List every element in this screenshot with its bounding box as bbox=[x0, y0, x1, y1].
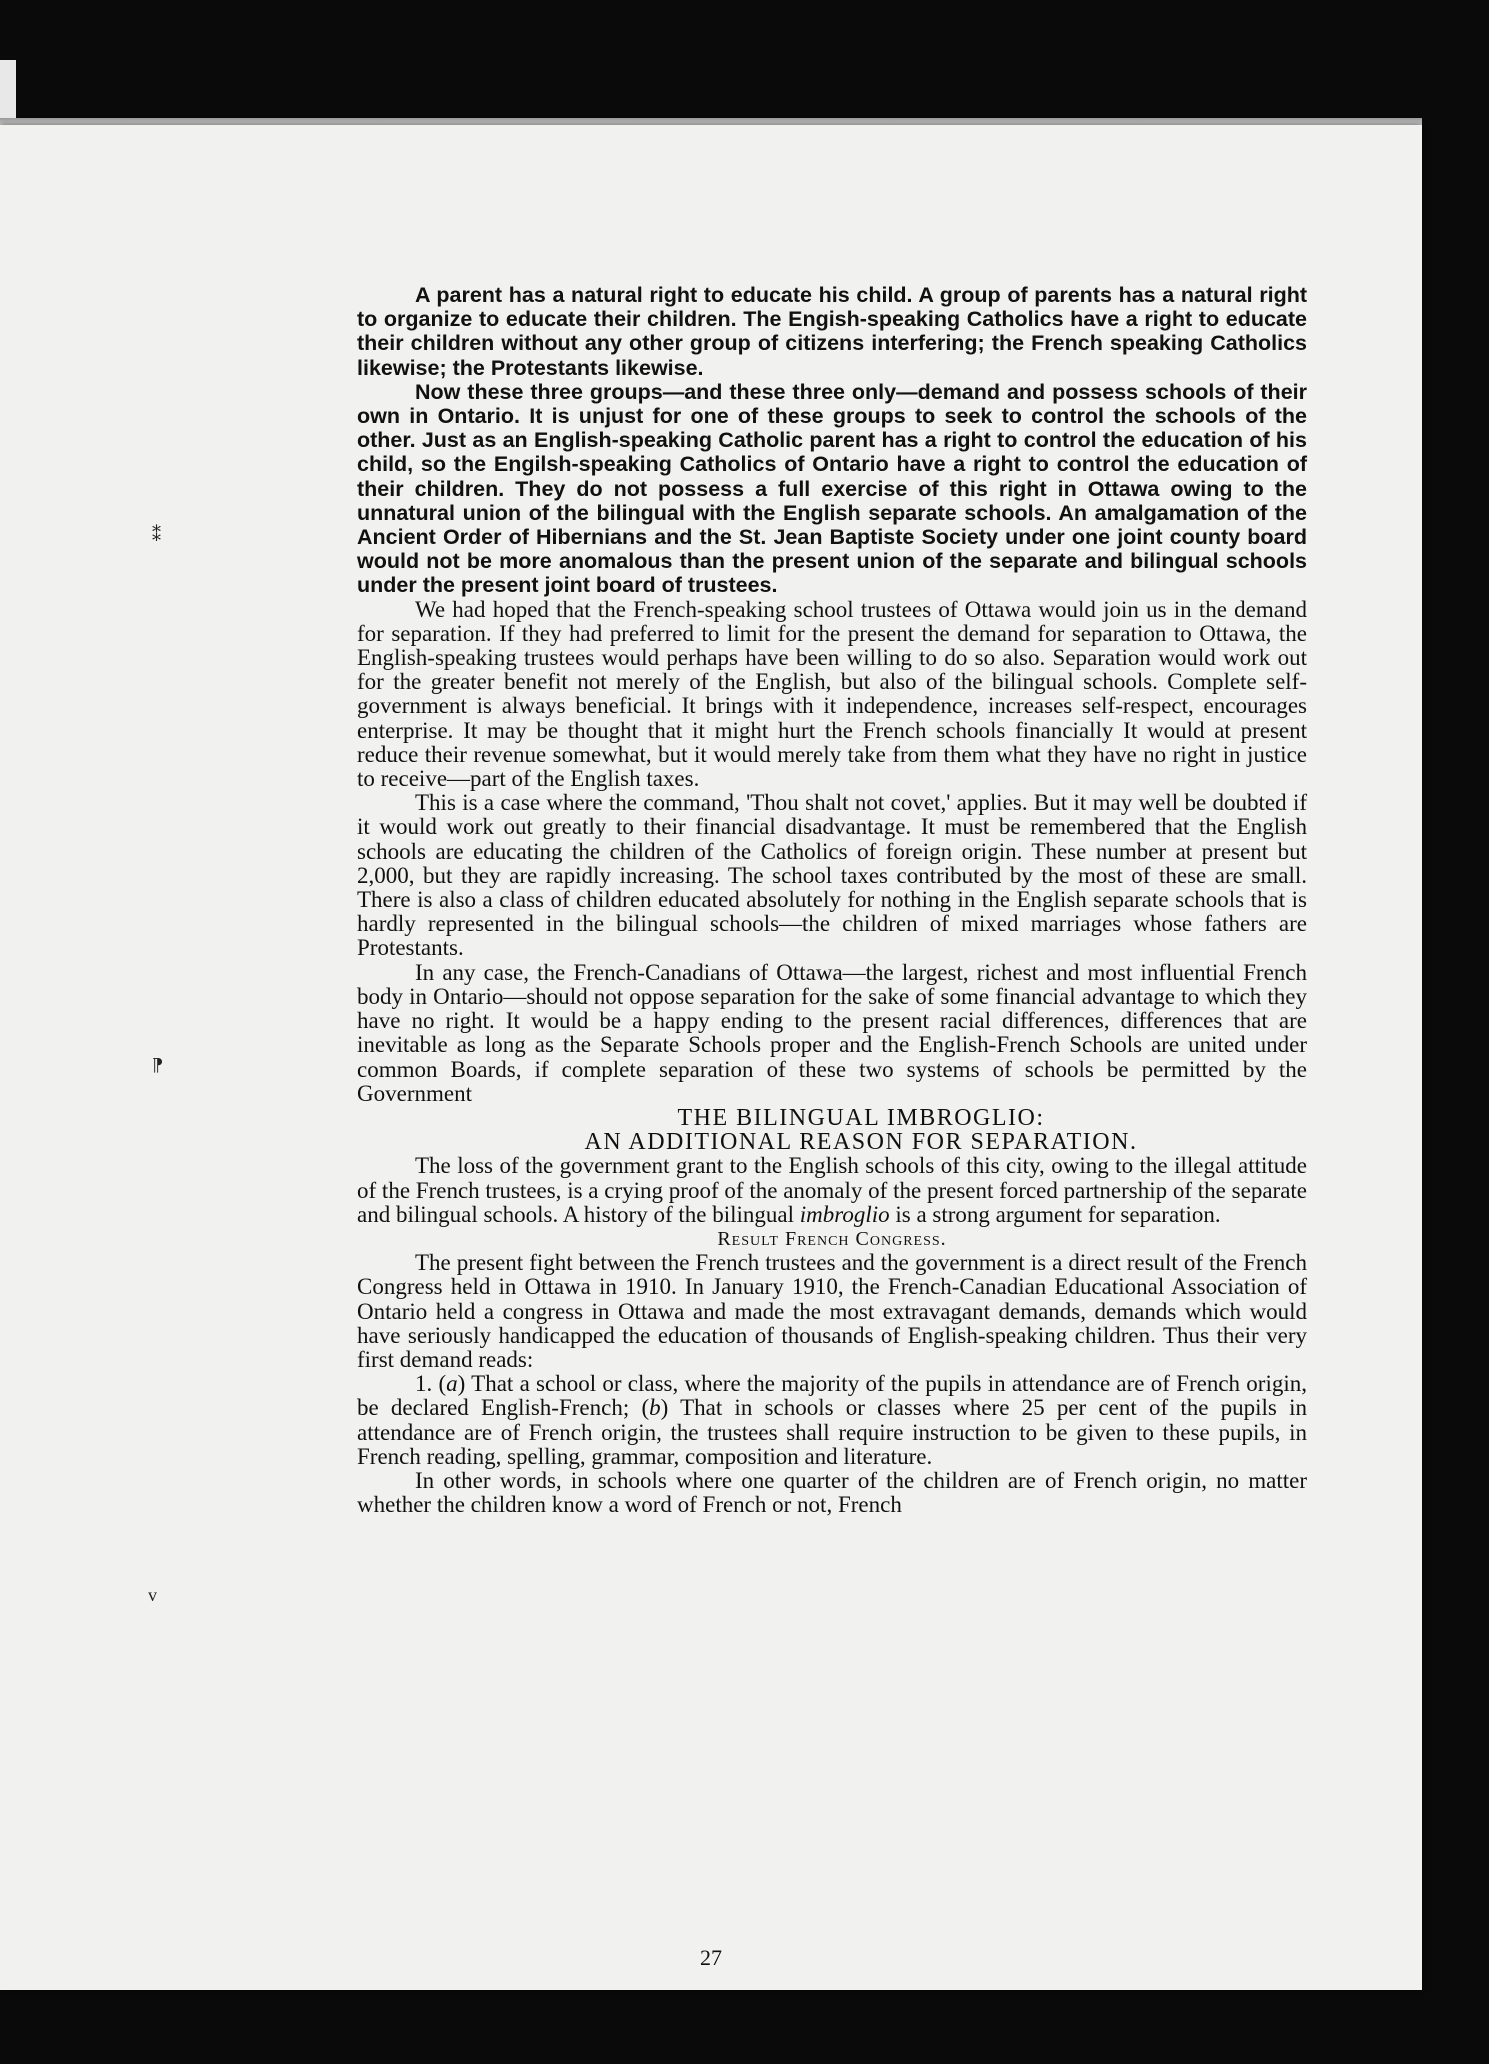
paragraph-in-any-case: In any case, the French-Canadians of Ottawa—the largest, richest and most influential French body in Ontario—should not oppose separation for the sake of some financial advantage to which they have no right. It would be a happy ending to the present racial differences, differences that are inevitable as long as the Separate Schools proper and the English-French Schools are united under common Boards, if complete separation of these two systems of schools be permitted by the Government bbox=[357, 959, 1307, 1106]
paragraph-three-groups: Now these three groups—and these three only—demand and possess schools of their own in Ontario. It is unjust for one of these groups to seek to control the schools of the other. Just as an English-speaking Catholic parent has a right to control the education of his child, so the Engilsh-speaking Catholics of Ontario have a right to control the education of their children. They do not possess a full exercise of this right in Ottawa owing to the unnatural union of the bilingual with the English separate schools. An amalgamation of the Ancient Order of Hibernians and the St. Jean Baptiste Society under one joint county board would not be more anomalous than the present union of the separate and bilingual schools under the present joint board of trustees. bbox=[357, 379, 1307, 598]
paragraph-hoped-separation: We had hoped that the French-speaking school trustees of Ottawa would join us in the demand for separation. If they had preferred to limit for the present the demand for separation to Ottawa, the English-speaking trustees would perhaps have been willing to do so also. Separation would work out for the greater benefit not merely of the English, but also of the bilingual schools. Complete self-government is always beneficial. It brings with it independence, increases self-respect, encourages enterprise. It may be thought that it might hurt the French schools financially It would at present reduce their revenue somewhat, but it would merely take from them what they have no right in justice to receive—part of the English taxes. bbox=[357, 596, 1307, 792]
demand-number: 1. ( bbox=[415, 1371, 447, 1397]
demand-letter-a: a bbox=[446, 1371, 458, 1397]
margin-mark: ⁋ bbox=[152, 1055, 164, 1075]
margin-mark: v bbox=[148, 1585, 157, 1605]
demand-text-b: ) That in schools or classes where 25 per cent of the pupils in attendance are of French origin, the trustees shall require instruction to be given to these pupils, in French reading, spelling, grammar, composition and literature. bbox=[357, 1395, 1307, 1469]
scan-edge-strip bbox=[0, 60, 16, 120]
paragraph-government-grant bbox=[357, 1154, 1307, 1227]
imbroglio-text-before: The loss of the government grant to the English schools of this city, owing to the illegal attitude of the French trustees, is a crying proof of the anomaly of the present forced partnership of the separate and bilingual schools. A history of the bilingual bbox=[357, 1153, 1307, 1227]
paragraph-present-fight: The present fight between the French trustees and the government is a direct result of the French Congress held in Ottawa in 1910. In January 1910, the French-Canadian Educational Association of Ontario held a congress in Ottawa and made the most extravagant demands, demands which would have seriously handicapped the education of thousands of English-speaking children. Thus their very first demand reads: bbox=[357, 1250, 1307, 1372]
paragraph-in-other-words: In other words, in schools where one quarter of the children are of French origin, no matter whether the children know a word of French or not, French bbox=[357, 1467, 1307, 1518]
paragraph-first-demand bbox=[357, 1372, 1307, 1469]
margin-mark: ⁑ bbox=[152, 525, 161, 545]
paragraph-thou-shalt-not-covet: This is a case where the command, 'Thou shalt not covet,' applies. But it may well be doubted if it would work out greatly to their financial disadvantage. It must be remembered that the English schools are educating the children of the Catholics of foreign origin. These number at present but 2,000, but they are rapidly increasing. The school taxes contributed by the most of these are small. There is also a class of children educated absolutely for nothing in the English separate schools that is hardly represented in the bilingual schools—the children of mixed marriages whose fathers are Protestants. bbox=[357, 790, 1307, 961]
subheading-result-french-congress: Result French Congress. bbox=[717, 1227, 947, 1250]
imbroglio-italic: imbroglio bbox=[799, 1201, 890, 1227]
section-subtitle: AN ADDITIONAL REASON FOR SEPARATION. bbox=[584, 1129, 1138, 1156]
imbroglio-text-after: is a strong argument for separation. bbox=[889, 1201, 1221, 1227]
paragraph-natural-right: A parent has a natural right to educate his child. A group of parents has a natural right to organize to educate their children. The Engish-speaking Catholics have a right to educate their children without any other group of citizens interfering; the French speaking Catholics likewise; the Protestants likewise. bbox=[357, 283, 1307, 380]
demand-letter-b: b bbox=[649, 1395, 661, 1421]
page-content bbox=[357, 283, 1307, 1517]
section-heading: THE BILINGUAL IMBROGLIO: bbox=[677, 1104, 1045, 1131]
page-number: 27 bbox=[700, 1945, 722, 1970]
demand-text-a: ) That a school or class, where the majority of the pupils in attendance are of French origin, be declared English-French; ( bbox=[357, 1371, 1307, 1421]
